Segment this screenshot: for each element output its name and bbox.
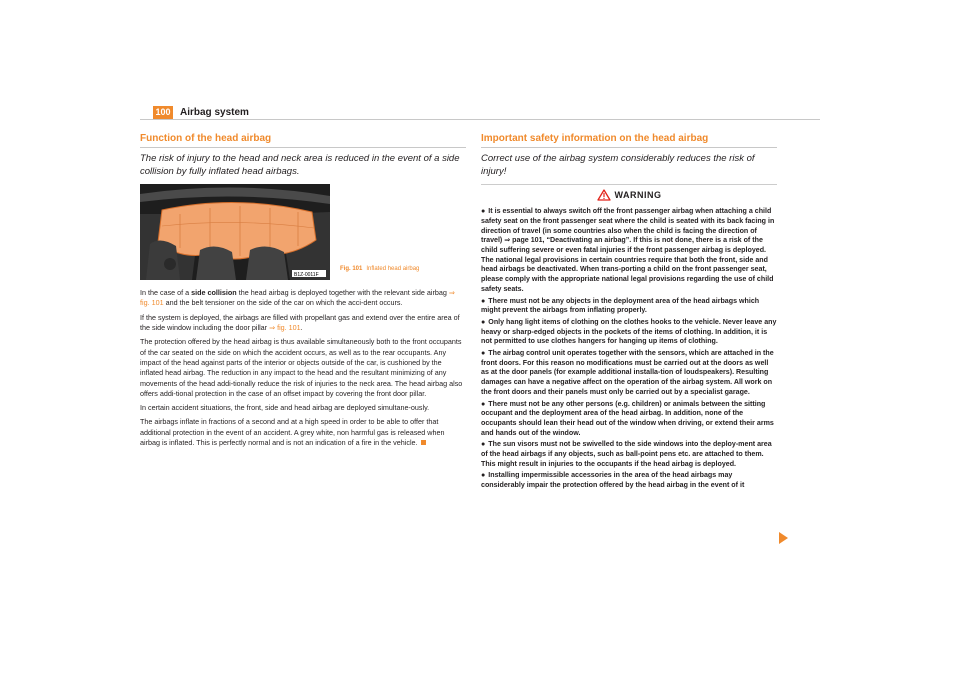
right-column (481, 132, 777, 493)
text-run: There must not be any other persons (e.g. children) or animals between the sitting occupant and the deployment area of the head airbag. In addition, none of the occupants should lean their head out of the window when driving, or extend their arms and hands out of the window. (481, 399, 774, 437)
bullet-icon: ● (481, 471, 486, 480)
bullet-icon: ● (481, 349, 486, 358)
text-run: If the system is deployed, the airbags are filled with propellant gas and extend over the entire area of the side window including the door pillar (140, 312, 460, 333)
warning-item (481, 318, 777, 347)
continued-arrow-icon (779, 532, 788, 544)
end-of-section-marker (421, 440, 426, 445)
header-divider (140, 119, 820, 120)
warning-item (481, 207, 777, 294)
warning-box (481, 184, 777, 491)
heading-divider (140, 147, 466, 148)
warning-triangle-icon (597, 189, 611, 201)
text-run: . If this is not done, there is a risk of the child suffering severe or even fatal injuries if the front passenger airbag is deployed. The national legal provisions in certain countries require that both the front, side and head airbags be deactivated. When trans-porting a child on the front passenger seat, please comply with the appropriate national legal provisions regarding the use of child safety seats. (481, 236, 774, 293)
paragraph-deployment (140, 313, 466, 334)
page-number: 100 (153, 106, 173, 119)
paragraph-side-collision (140, 288, 466, 309)
intro-text: Correct use of the airbag system considerably reduces the risk of injury! (481, 153, 755, 177)
paragraph-simultaneous: In certain accident situations, the front, side and head airbag are deployed simultane-ously. (140, 403, 430, 413)
paragraph-inflation (140, 417, 466, 448)
figure-code: B1Z-0011F (294, 272, 319, 279)
figure-caption-text: Inflated head airbag (366, 265, 420, 272)
text-run: . (300, 323, 303, 333)
figure-label: Fig. 101 (340, 265, 363, 272)
section-heading: Important safety information on the head airbag (481, 133, 709, 144)
intro-text: The risk of injury to the head and neck area is reduced in the event of a side collision by fully inflated head airbags. (140, 153, 460, 177)
text-run: and the belt tensioner on the side of the car on which the acci-dent occurs. (163, 298, 403, 308)
bullet-icon: ● (481, 317, 486, 326)
figure-row (140, 184, 466, 280)
warning-item (481, 400, 777, 439)
warning-item (481, 471, 777, 490)
section-title: Airbag system (180, 107, 249, 118)
warning-item (481, 440, 777, 469)
text-run: There must not be any objects in the deployment area of the head airbags which might prevent the airbags from inflating properly. (481, 296, 760, 315)
left-column (140, 132, 466, 452)
bullet-icon: ● (481, 399, 486, 408)
warning-header (481, 185, 777, 205)
bullet-icon: ● (481, 296, 486, 305)
text-run: Only hang light items of clothing on the clothes hooks to the vehicle. Never leave any heavy or sharp-edged objects in the pockets of the items of clothing. In addition, it is not permitted to use clothes hangers for hanging up items of clothing. (481, 317, 777, 346)
text-run: the head airbag is deployed together with the relevant side airbag (236, 288, 449, 298)
bold-term: side collision (191, 288, 237, 298)
text-run: The sun visors must not be swivelled to the side windows into the deploy-ment area of the head airbags if any objects, such as ball-point pens etc. are attached to them. This might result in injuries to the occupants if the head airbag is deployed. (481, 440, 772, 468)
section-heading: Function of the head airbag (140, 133, 272, 144)
warning-title: WARNING (614, 190, 662, 201)
page-reference-link[interactable]: ⇒ page 101, “Deactivating an airbag” (504, 236, 630, 245)
heading-divider (481, 147, 777, 148)
text-run: In the case of a (140, 288, 192, 298)
warning-item (481, 349, 777, 398)
text-run: The airbag control unit operates together with the sensors, which are attached in the front doors. For this reason no modifications must be carried out at the doors as well as at the door panels (for example additional installa-tion of loudspeakers). Resulting damages can have a negative affect on the operation of the airbag system. All work on the front doors and their panels must only be carried out by a specialist garage. (481, 349, 774, 396)
warning-item (481, 297, 777, 316)
text-run: Installing impermissible accessories in the area of the head airbags may considerably impair the protection offered by the head airbag in the event of it (481, 471, 745, 490)
bullet-icon: ● (481, 440, 486, 449)
bullet-icon: ● (481, 207, 486, 216)
figure-reference-link[interactable]: ⇒ fig. 101 (269, 323, 301, 333)
text-run: The airbags inflate in fractions of a second and at a high speed in order to be able to offer that additional protection in the event of an accident. A grey white, non harmful gas is released when airbag is inflated. This is perfectly normal and is not an indication of a fire in the vehicle. (140, 417, 445, 448)
text-run: It is essential to always switch off the front passenger airbag when attaching a child safety seat on the front passenger seat where the child is seated with its back facing in direction of travel (in some countries also when the child is facing the direction of travel) (481, 207, 775, 245)
figure-caption (340, 264, 419, 274)
head-airbag-illustration (140, 184, 330, 280)
paragraph-protection: The protection offered by the head airbag is thus available simultaneously both to the front occupants of the car seated on the side on which the accident occurs, as well as to the rear occupants. Any impact of the head against parts of the interior or objects outside of the car, is cushioned by the inflated head airbag. The reduction in any impact to the head and the resultant minimizing of any movements of the head addi-tionally reduce the risk of injuries to the neck area. The head airbag also offers addi-tional protection in the case of an offset impact by covering the front door pillar. (140, 337, 463, 398)
figure-reference-link[interactable]: ⇒ fig. 101 (140, 288, 455, 308)
car-interior-drawing (140, 184, 330, 280)
